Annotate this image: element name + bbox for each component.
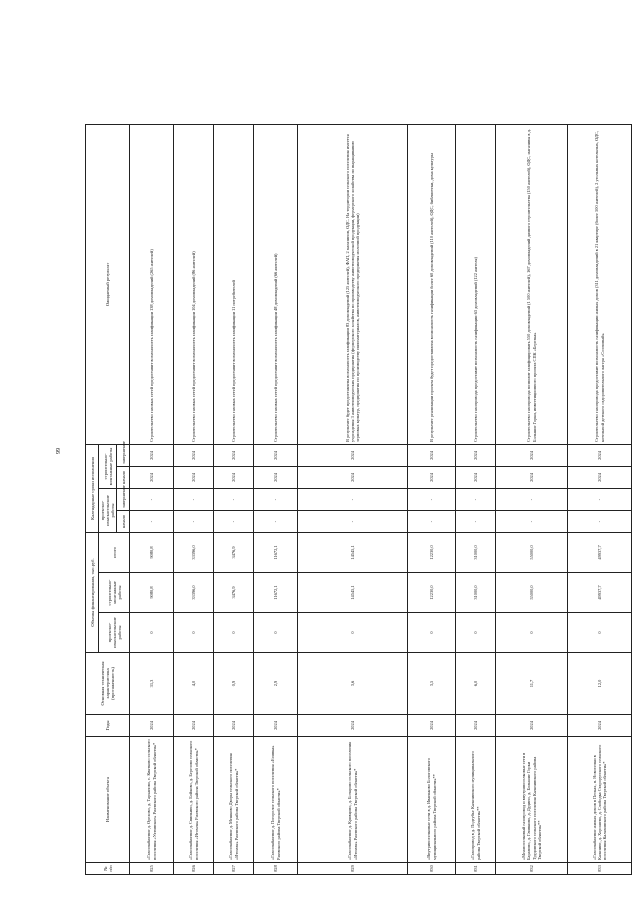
header-years: Годы bbox=[86, 715, 130, 737]
header-tech: Основная техническая характеристика (протяженность) bbox=[86, 653, 130, 715]
row-construct-start: 2024 bbox=[174, 466, 214, 488]
row-construct-end: 2024 bbox=[174, 444, 214, 466]
row-fin-construct: 9080,8 bbox=[130, 573, 174, 613]
row-fin-total: 31000,0 bbox=[456, 532, 496, 572]
row-fin-design: 0 bbox=[130, 613, 174, 653]
row-year: 2024 bbox=[174, 715, 214, 737]
row-fin-total: 55000,0 bbox=[496, 532, 568, 572]
row-construct-end: 2024 bbox=[456, 444, 496, 466]
row-year: 2024 bbox=[214, 715, 254, 737]
row-result: Строительство газовых сетей предоставит возможность газификации 138 домовладений (265 жителей) bbox=[130, 124, 174, 444]
row-construct-end: 2024 bbox=[254, 444, 298, 466]
header-dates-construct: строительно-монтажные работы bbox=[99, 444, 117, 488]
row-tech: 3,6 bbox=[298, 653, 408, 715]
row-design-start: - bbox=[496, 510, 568, 532]
table-row bbox=[496, 124, 568, 874]
row-fin-total: 3476,9 bbox=[214, 532, 254, 572]
table-row bbox=[174, 124, 214, 874]
row-design-start: - bbox=[568, 510, 632, 532]
row-name: «Газоснабжение д. Свиньино, д. Бойково, д. Березово сельского поселения «Итомля» Ржевского района Тверской области»* bbox=[174, 737, 214, 863]
row-num: 832 bbox=[496, 863, 568, 875]
row-construct-start: 2024 bbox=[130, 466, 174, 488]
row-fin-construct: 33396,0 bbox=[174, 573, 214, 613]
row-tech: 4,0 bbox=[174, 653, 214, 715]
header-name: Наименование объекта bbox=[86, 737, 130, 863]
header-fin-total: итого bbox=[99, 532, 130, 572]
row-year: 2024 bbox=[496, 715, 568, 737]
row-name: «Газоснабжение д. Орехово, д. Тарханово, с. Квятково сельского поселения «Ухтинское» Ржевского района Тверской области»* bbox=[130, 737, 174, 863]
row-design-end: - bbox=[174, 488, 214, 510]
row-fin-design: 0 bbox=[298, 613, 408, 653]
row-construct-end: 2024 bbox=[214, 444, 254, 466]
row-tech: 0,9 bbox=[214, 653, 254, 715]
row-design-start: - bbox=[408, 510, 456, 532]
row-construct-start: 2024 bbox=[408, 466, 456, 488]
row-construct-start: 2024 bbox=[214, 466, 254, 488]
row-result: Строительство газопровода предоставит возможность газификации 63 домовладений (122 жителя) bbox=[456, 124, 496, 444]
row-fin-design: 0 bbox=[174, 613, 214, 653]
row-fin-construct: 31000,0 bbox=[456, 573, 496, 613]
row-fin-design: 0 bbox=[254, 613, 298, 653]
row-name: «Газоснабжение д. Мешково Дворы сельского поселения «Итомля» Ржевского района Тверской области»* bbox=[214, 737, 254, 863]
row-name: «Внутрипоселковые сети в д. Иваньково Бологовского муниципального района Тверской области»** bbox=[408, 737, 456, 863]
row-design-end: - bbox=[254, 488, 298, 510]
row-fin-construct: 11672,1 bbox=[254, 573, 298, 613]
row-result: В результате реализации проекта будет предоставлена возможность газификации более 60 домовладений (110 жителей), ОДС, библиотеки, дома культуры bbox=[408, 124, 456, 444]
row-num: 825 bbox=[130, 863, 174, 875]
row-design-end: - bbox=[496, 488, 568, 510]
row-tech: 31,3 bbox=[130, 653, 174, 715]
row-design-start: - bbox=[254, 510, 298, 532]
row-year: 2024 bbox=[298, 715, 408, 737]
row-num: 827 bbox=[214, 863, 254, 875]
row-name: «Газоснабжение д. Погорелое сельского поселения «Есинка» Ржевского района Тверской области»* bbox=[254, 737, 298, 863]
row-result: Строительство газопровода предоставит возможность газификации жилых домов (311 домовладений в 21 квартире (более 500 жителей), 2 угольных котельных, ОДС, котельной детского оздоровительного лагеря «Сосновый» bbox=[568, 124, 632, 444]
row-result: Строительство газовых сетей предоставит возможность газификации 48 домовладений (66 жителей) bbox=[254, 124, 298, 444]
row-year: 2024 bbox=[568, 715, 632, 737]
header-design-start: начало bbox=[117, 510, 130, 532]
row-name: «Газопровод в д. Подгубье Калязинского муниципального района Тверской области»** bbox=[456, 737, 496, 863]
row-design-end: - bbox=[214, 488, 254, 510]
table-row bbox=[408, 124, 456, 874]
row-construct-end: 2024 bbox=[130, 444, 174, 466]
row-fin-design: 0 bbox=[408, 613, 456, 653]
table-row bbox=[254, 124, 298, 874]
header-fin-group: Объемы финансирования, тыс.руб. bbox=[86, 532, 99, 652]
header-dates-group: Календарные сроки исполнения bbox=[86, 444, 99, 532]
row-tech: 12,0 bbox=[568, 653, 632, 715]
row-tech: 6,0 bbox=[456, 653, 496, 715]
header-construct-start: начало bbox=[117, 466, 130, 488]
row-num: 830 bbox=[408, 863, 456, 875]
row-num: 826 bbox=[174, 863, 214, 875]
row-design-end: - bbox=[408, 488, 456, 510]
row-construct-start: 2024 bbox=[568, 466, 632, 488]
row-fin-total: 14545,1 bbox=[298, 532, 408, 572]
row-result: В результате будет предоставлена возможность газификации 83 домовладений (125 жителей), ФАП, 2 магазинов, ОДС. На территории сельского поселения имеется учреждения 3 животноводческих предприятия (фермерского хозяйства по производству животноводческой продукции, фермерского хозяйства по выращиванию зерновых культур, предприятия по производству пиломатериалов, животноводческого предприятия молочной продукции) bbox=[298, 124, 408, 444]
row-result: Строительство газовых сетей предоставит возможность газификации 104 домовладений (86 жителей) bbox=[174, 124, 214, 444]
row-fin-design: 0 bbox=[496, 613, 568, 653]
row-construct-end: 2024 bbox=[298, 444, 408, 466]
row-num: 831 bbox=[456, 863, 496, 875]
row-construct-start: 2024 bbox=[254, 466, 298, 488]
row-fin-construct: 14545,1 bbox=[298, 573, 408, 613]
row-fin-construct: 49937,7 bbox=[568, 573, 632, 613]
header-fin-design: проектно-изыскательские работы bbox=[99, 613, 130, 653]
row-design-end: - bbox=[456, 488, 496, 510]
row-construct-end: 2024 bbox=[408, 444, 456, 466]
row-construct-end: 2024 bbox=[568, 444, 632, 466]
row-design-start: - bbox=[174, 510, 214, 532]
row-result: Строительство газовых сетей предоставит возможность газификации 11 потребителей bbox=[214, 124, 254, 444]
row-fin-total: 12230,0 bbox=[408, 532, 456, 572]
row-design-start: - bbox=[298, 510, 408, 532]
header-fin-construct: строительно-монтажные работы bbox=[99, 573, 130, 613]
row-fin-construct: 12230,0 bbox=[408, 573, 456, 613]
row-construct-start: 2024 bbox=[298, 466, 408, 488]
row-name: «Газоснабжение жилых домов в Песках, п. Новоселки в Калязине, д. Хорошево, д. Слободка Старорусского сельского поселения Калязинского района Тверской области»* bbox=[568, 737, 632, 863]
row-num: 829 bbox=[298, 863, 408, 875]
row-fin-total: 49937,7 bbox=[568, 532, 632, 572]
row-tech: 2,9 bbox=[254, 653, 298, 715]
row-construct-start: 2024 bbox=[456, 466, 496, 488]
row-tech: 3,5 bbox=[408, 653, 456, 715]
table-row bbox=[298, 124, 408, 874]
row-design-start: - bbox=[130, 510, 174, 532]
page-number: 99 bbox=[56, 448, 62, 454]
row-name: «Газоснабжение д. Кривцово, д. Бочарово сельского поселения «Итомля» Ржевского района Тверской области»* bbox=[298, 737, 408, 863]
row-num: 833 bbox=[568, 863, 632, 875]
rotated-page bbox=[85, 125, 608, 875]
table-row bbox=[568, 124, 632, 874]
row-result: Строительство газопровода позволит газифицировать 550 домовладений (1 500 жителей), 167 домовладений дачного строительства (150 жителей), ОДС, магазины в д. Большие Горки, инвестиционного проекта СПК «Березка» bbox=[496, 124, 568, 444]
row-name: «Межпоселковый газопровод и внутрипоселковые сети в Бараново, д. Глинкино, д. Дудино, д. Большие Горки Трудовского сельского поселения Калязинского района Тверской области»** bbox=[496, 737, 568, 863]
row-year: 2024 bbox=[456, 715, 496, 737]
row-fin-design: 0 bbox=[568, 613, 632, 653]
row-design-end: - bbox=[298, 488, 408, 510]
row-fin-design: 0 bbox=[214, 613, 254, 653]
row-year: 2024 bbox=[130, 715, 174, 737]
row-design-start: - bbox=[214, 510, 254, 532]
header-construct-end: завершение bbox=[117, 444, 130, 466]
row-design-end: - bbox=[130, 488, 174, 510]
row-year: 2024 bbox=[254, 715, 298, 737]
row-fin-design: 0 bbox=[456, 613, 496, 653]
row-construct-end: 2024 bbox=[496, 444, 568, 466]
table-row bbox=[456, 124, 496, 874]
row-fin-construct: 55000,0 bbox=[496, 573, 568, 613]
row-fin-total: 11672,1 bbox=[254, 532, 298, 572]
header-design-end: завершение bbox=[117, 488, 130, 510]
header-dates-design: проектно-изыскательские работы bbox=[99, 488, 117, 532]
row-year: 2024 bbox=[408, 715, 456, 737]
table-row bbox=[130, 124, 174, 874]
header-result: Ожидаемый результат bbox=[86, 124, 130, 444]
row-num: 828 bbox=[254, 863, 298, 875]
row-construct-start: 2024 bbox=[496, 466, 568, 488]
row-design-end: - bbox=[568, 488, 632, 510]
header-num: № п/п bbox=[86, 863, 130, 875]
row-design-start: - bbox=[456, 510, 496, 532]
table-row bbox=[214, 124, 254, 874]
row-fin-total: 33396,0 bbox=[174, 532, 214, 572]
row-tech: 11,7 bbox=[496, 653, 568, 715]
row-fin-construct: 3476,9 bbox=[214, 573, 254, 613]
row-fin-total: 9080,8 bbox=[130, 532, 174, 572]
objects-table bbox=[85, 124, 632, 875]
